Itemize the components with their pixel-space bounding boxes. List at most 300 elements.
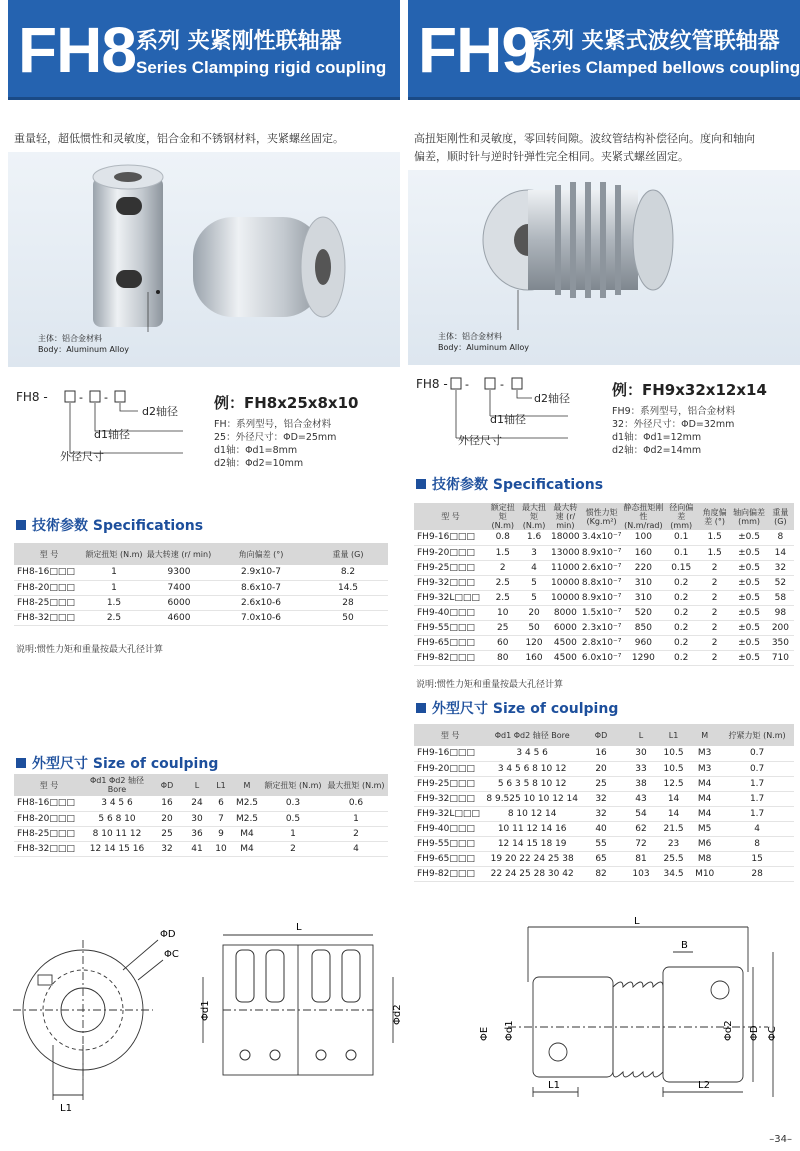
table-cell: 0.7	[720, 761, 794, 776]
table-cell: 8	[767, 530, 794, 545]
fh8-desc-line: 25：外径尺寸：ΦD=25mm	[214, 432, 337, 443]
table-cell: 3 4 5 6 8 10 12	[486, 761, 578, 776]
fh9-body-cn: 主体：铝合金材料	[438, 332, 502, 341]
table-cell: M4	[689, 791, 720, 806]
fh8-d2-label: d2轴径	[142, 405, 178, 418]
table-cell: 4	[518, 560, 549, 575]
fh9-desc-line: d2轴：Φd2=14mm	[612, 445, 702, 456]
table-cell: 32	[767, 560, 794, 575]
table-cell: ±0.5	[731, 560, 766, 575]
table-cell: 25	[150, 826, 184, 841]
fh9-body-en: Body：Aluminum Alloy	[438, 343, 529, 352]
table-cell: 25.5	[658, 851, 689, 866]
fh9-photo	[408, 170, 800, 365]
table-cell: 350	[767, 635, 794, 650]
table-cell: 0.5	[262, 811, 324, 826]
table-header: 最大转速 (r/ min)	[550, 503, 581, 530]
table-row	[414, 746, 794, 761]
table-header: 额定扭矩 (N.m)	[84, 543, 144, 565]
table-row	[414, 776, 794, 791]
table-cell: 5	[518, 590, 549, 605]
table-cell: 6.0x10⁻⁷	[581, 650, 622, 665]
table-cell: 10 11 12 14 16	[486, 821, 578, 836]
table-cell: 19 20 22 24 25 38	[486, 851, 578, 866]
table-cell: FH9-20□□□	[414, 545, 487, 560]
table-cell: 1.5x10⁻⁷	[581, 605, 622, 620]
table-cell: 4	[324, 841, 388, 856]
dim-label-c: ΦC	[767, 1026, 778, 1041]
fh9-spec-title	[416, 474, 603, 494]
table-cell: FH9-25□□□	[414, 776, 486, 791]
table-cell: FH9-32L□□□	[414, 806, 486, 821]
table-cell: 58	[767, 590, 794, 605]
fh8-model-diagram	[8, 385, 208, 465]
table-cell: 81	[624, 851, 658, 866]
table-cell: 82	[578, 866, 624, 881]
table-cell: 2	[698, 590, 731, 605]
fh9-desc-line: FH9：系列型号，铝合金材料	[612, 406, 736, 417]
table-cell: ±0.5	[731, 635, 766, 650]
table-cell: 1	[262, 826, 324, 841]
dim-label-l: L	[634, 916, 640, 927]
table-header: 径向偏差 (mm)	[665, 503, 698, 530]
table-cell: 12 14 15 18 19	[486, 836, 578, 851]
table-cell: M6	[689, 836, 720, 851]
table-cell: 2	[698, 635, 731, 650]
table-header: 角向偏差 (°)	[214, 543, 308, 565]
table-cell: 72	[624, 836, 658, 851]
table-cell: 2	[487, 560, 518, 575]
table-cell: FH8-16□□□	[14, 796, 84, 811]
table-cell: 36	[184, 826, 210, 841]
fh8-column	[8, 0, 403, 1114]
table-cell: FH8-32□□□	[14, 610, 84, 625]
table-row	[414, 851, 794, 866]
table-cell: 28	[308, 595, 388, 610]
table-cell: 16	[150, 796, 184, 811]
table-cell: 43	[624, 791, 658, 806]
table-cell: FH9-25□□□	[414, 560, 487, 575]
table-header: M	[689, 724, 720, 746]
table-cell: 28	[720, 866, 794, 881]
table-cell: 7400	[144, 580, 214, 595]
table-cell: 52	[767, 575, 794, 590]
fh9-title-cn: 系列 夹紧式波纹管联轴器	[530, 29, 780, 54]
table-row	[14, 841, 388, 856]
svg-text:-: -	[465, 378, 469, 391]
table-cell: 0.2	[665, 620, 698, 635]
table-header: 轴向偏差 (mm)	[731, 503, 766, 530]
fh8-body-cn: 主体：铝合金材料	[38, 334, 102, 343]
table-cell: 1	[324, 811, 388, 826]
table-cell: 1.5	[698, 530, 731, 545]
table-cell: 0.3	[262, 796, 324, 811]
table-cell: 0.6	[324, 796, 388, 811]
table-cell: 12 14 15 16	[84, 841, 150, 856]
fh8-desc-line: FH：系列型号，铝合金材料	[214, 419, 332, 430]
table-cell: 13000	[550, 545, 581, 560]
table-header: 额定扭矩 (N.m)	[262, 774, 324, 796]
dim-label-d1: Φd1	[504, 1020, 515, 1041]
fh9-example: 例：FH9x32x12x14	[612, 381, 767, 399]
table-cell: FH9-32L□□□	[414, 590, 487, 605]
table-row	[14, 826, 388, 841]
table-cell: 1	[84, 565, 144, 580]
table-cell: 0.1	[665, 530, 698, 545]
dim-label-l1: L1	[548, 1080, 560, 1091]
table-cell: 1.5	[698, 545, 731, 560]
table-cell: 32	[150, 841, 184, 856]
table-cell: M10	[689, 866, 720, 881]
table-cell: 0.7	[720, 746, 794, 761]
table-cell: 10	[210, 841, 232, 856]
table-cell: FH8-32□□□	[14, 841, 84, 856]
table-header: ΦD	[578, 724, 624, 746]
table-cell: FH9-20□□□	[414, 761, 486, 776]
table-cell: 2	[698, 575, 731, 590]
fh8-size-title	[16, 753, 218, 773]
table-row	[414, 635, 794, 650]
fh8-size-table	[14, 774, 388, 857]
fh9-intro: 高扭矩刚性和灵敏度，零回转间隙。波纹管结构补偿径向。度向和轴向偏差，顺时针与逆时针弹性完全相同。夹紧式螺丝固定。	[414, 132, 755, 163]
table-cell: 9	[210, 826, 232, 841]
table-header: Φd1 Φd2 轴径 Bore	[84, 774, 150, 796]
table-cell: 8.9x10⁻⁷	[581, 590, 622, 605]
table-cell: M4	[689, 776, 720, 791]
fh9-dimension-drawing	[448, 912, 788, 1102]
dim-label-l: L	[296, 922, 302, 933]
table-header: 型 号	[414, 503, 487, 530]
table-cell: 1.7	[720, 776, 794, 791]
table-cell: 6000	[550, 620, 581, 635]
table-cell: 15	[720, 851, 794, 866]
table-cell: 25	[578, 776, 624, 791]
table-cell: 30	[184, 811, 210, 826]
table-header: 型 号	[14, 543, 84, 565]
dim-label-l1: L1	[60, 1103, 72, 1114]
table-row	[414, 530, 794, 545]
table-cell: FH9-65□□□	[414, 851, 486, 866]
table-cell: 100	[622, 530, 664, 545]
dim-label-d: ΦD	[160, 929, 176, 940]
table-cell: 5 6 3 5 8 10 12	[486, 776, 578, 791]
table-cell: 2.8x10⁻⁷	[581, 635, 622, 650]
table-cell: 8	[720, 836, 794, 851]
table-cell: 8.9x10⁻⁷	[581, 545, 622, 560]
table-header: L	[624, 724, 658, 746]
table-cell: FH8-20□□□	[14, 580, 84, 595]
table-cell: FH9-40□□□	[414, 821, 486, 836]
table-cell: 54	[624, 806, 658, 821]
fh8-title-en: Series Clamping rigid coupling	[136, 58, 387, 77]
table-row	[414, 650, 794, 665]
dim-label-e: ΦE	[479, 1026, 490, 1041]
table-cell: 0.2	[665, 650, 698, 665]
table-row	[414, 791, 794, 806]
table-header: 重量 (G)	[308, 543, 388, 565]
fh9-model-prefix: FH8 -	[416, 377, 448, 391]
table-cell: 10.5	[658, 746, 689, 761]
table-cell: 50	[308, 610, 388, 625]
fh9-desc	[612, 405, 735, 457]
table-cell: M3	[689, 761, 720, 776]
table-header: 最大扭矩 (N.m)	[324, 774, 388, 796]
table-cell: FH9-32□□□	[414, 575, 487, 590]
table-cell: 24	[184, 796, 210, 811]
fh8-code: FH8	[18, 14, 136, 86]
square-icon	[416, 479, 426, 489]
table-cell: 22 24 25 28 30 42	[486, 866, 578, 881]
table-cell: 98	[767, 605, 794, 620]
fh8-intro: 重量轻，超低惯性和灵敏度，铝合金和不锈钢材料，夹紧螺丝固定。	[14, 132, 344, 145]
table-cell: 8 10 11 12	[84, 826, 150, 841]
dim-label-d2: Φd2	[723, 1020, 734, 1041]
table-cell: 1.5	[487, 545, 518, 560]
table-cell: ±0.5	[731, 605, 766, 620]
fh9-d1-label: d1轴径	[490, 413, 526, 426]
fh8-example: 例：FH8x25x8x10	[214, 394, 359, 412]
table-row	[14, 796, 388, 811]
table-cell: M8	[689, 851, 720, 866]
table-header: Φd1 Φd2 轴径 Bore	[486, 724, 578, 746]
table-cell: 220	[622, 560, 664, 575]
table-cell: 8000	[550, 605, 581, 620]
table-cell: 12.5	[658, 776, 689, 791]
fh9-spec-title-text: 技術参数 Specifications	[432, 477, 604, 493]
table-cell: 8.2	[308, 565, 388, 580]
table-cell: 80	[487, 650, 518, 665]
table-header: ΦD	[150, 774, 184, 796]
fh8-banner	[8, 0, 400, 100]
table-cell: 0.8	[487, 530, 518, 545]
table-cell: 310	[622, 590, 664, 605]
dim-label-dd: ΦD	[749, 1025, 760, 1041]
table-cell: 2	[698, 605, 731, 620]
table-cell: 2.6x10⁻⁷	[581, 560, 622, 575]
table-cell: 14.5	[308, 580, 388, 595]
table-row	[14, 595, 388, 610]
table-cell: 32	[578, 791, 624, 806]
table-cell: 2.5	[84, 610, 144, 625]
table-cell: FH9-40□□□	[414, 605, 487, 620]
table-cell: 960	[622, 635, 664, 650]
table-cell: 20	[518, 605, 549, 620]
table-cell: 14	[767, 545, 794, 560]
table-cell: 2	[698, 560, 731, 575]
svg-text:-: -	[500, 378, 504, 391]
table-cell: 8 9.525 10 10 12 14	[486, 791, 578, 806]
table-cell: 11000	[550, 560, 581, 575]
table-cell: ±0.5	[731, 575, 766, 590]
table-row	[14, 811, 388, 826]
fh8-desc-line: d2轴：Φd2=10mm	[214, 458, 304, 469]
table-cell: ±0.5	[731, 590, 766, 605]
table-cell: 160	[518, 650, 549, 665]
table-cell: FH8-20□□□	[14, 811, 84, 826]
square-icon	[16, 520, 26, 530]
table-cell: 2.6x10-6	[214, 595, 308, 610]
table-cell: 40	[578, 821, 624, 836]
fh8-desc-line: d1轴：Φd1=8mm	[214, 445, 298, 456]
table-cell: FH9-16□□□	[414, 530, 487, 545]
table-cell: 65	[578, 851, 624, 866]
dim-label-c: ΦC	[164, 949, 179, 960]
dim-label-l2: L2	[698, 1080, 710, 1091]
table-cell: FH9-55□□□	[414, 620, 487, 635]
table-header: 静态扭矩刚性 (N.m/rad)	[623, 503, 664, 530]
table-cell: 14	[658, 791, 689, 806]
table-cell: 16	[578, 746, 624, 761]
table-cell: 2.3x10⁻⁷	[581, 620, 622, 635]
table-cell: 850	[622, 620, 664, 635]
table-cell: 41	[184, 841, 210, 856]
table-row	[414, 620, 794, 635]
table-row	[414, 806, 794, 821]
table-cell: ±0.5	[731, 650, 766, 665]
table-cell: 55	[578, 836, 624, 851]
table-cell: 0.2	[665, 605, 698, 620]
table-header: 角度偏差 (°)	[698, 503, 731, 530]
table-cell: 10	[487, 605, 518, 620]
table-cell: 0.1	[665, 545, 698, 560]
table-cell: 38	[624, 776, 658, 791]
table-cell: 0.15	[665, 560, 698, 575]
table-cell: 2.9x10-7	[214, 565, 308, 580]
fh8-body-en: Body：Aluminum Alloy	[38, 345, 129, 354]
table-header: 型 号	[14, 774, 84, 796]
table-cell: 2	[324, 826, 388, 841]
table-cell: M4	[232, 841, 262, 856]
fh8-body-label	[38, 333, 129, 355]
fh9-desc-line: d1轴：Φd1=12mm	[612, 432, 702, 443]
table-cell: 10000	[550, 575, 581, 590]
table-cell: 4	[720, 821, 794, 836]
table-row	[414, 590, 794, 605]
table-cell: 20	[150, 811, 184, 826]
table-cell: 9300	[144, 565, 214, 580]
svg-text:-: -	[104, 391, 108, 404]
fh9-size-title-text: 外型尺寸 Size of coulping	[432, 701, 619, 717]
table-cell: 25	[487, 620, 518, 635]
table-cell: 33	[624, 761, 658, 776]
table-cell: 4500	[550, 650, 581, 665]
table-cell: 3	[518, 545, 549, 560]
fh8-dimension-drawing	[8, 915, 403, 1115]
table-cell: 20	[578, 761, 624, 776]
table-cell: 0.2	[665, 590, 698, 605]
table-cell: 30	[624, 746, 658, 761]
table-cell: 6	[210, 796, 232, 811]
fh9-column	[408, 0, 800, 1091]
table-cell: 10.5	[658, 761, 689, 776]
fh8-spec-note: 说明:惯性力矩和重量按最大孔径计算	[16, 645, 164, 655]
table-row	[14, 610, 388, 625]
table-cell: M2.5	[232, 796, 262, 811]
table-cell: FH8-25□□□	[14, 595, 84, 610]
table-cell: 62	[624, 821, 658, 836]
fh8-desc	[214, 418, 336, 470]
table-header: L1	[658, 724, 689, 746]
table-cell: 1.7	[720, 806, 794, 821]
dim-label-d2: Φd2	[392, 1004, 403, 1025]
table-header: L	[184, 774, 210, 796]
table-cell: ±0.5	[731, 530, 766, 545]
svg-text:-: -	[79, 391, 83, 404]
fh8-spec-title-text: 技術参数 Specifications	[32, 518, 204, 534]
table-cell: 7	[210, 811, 232, 826]
table-cell: M5	[689, 821, 720, 836]
fh8-d1-label: d1轴径	[94, 428, 130, 441]
fh9-size-table	[414, 724, 794, 882]
table-header: 拧紧力矩 (N.m)	[720, 724, 794, 746]
table-cell: FH9-82□□□	[414, 866, 486, 881]
table-cell: 1.5	[84, 595, 144, 610]
table-cell: 3 4 5 6	[84, 796, 150, 811]
table-header: L1	[210, 774, 232, 796]
table-row	[414, 575, 794, 590]
table-cell: 2.5	[487, 590, 518, 605]
table-cell: 200	[767, 620, 794, 635]
table-cell: 2	[698, 620, 731, 635]
table-row	[414, 560, 794, 575]
page-number: –34–	[769, 1134, 792, 1145]
table-row	[14, 580, 388, 595]
fh9-od-label: 外径尺寸	[458, 434, 502, 447]
fh9-size-title	[416, 698, 618, 718]
table-cell: FH9-82□□□	[414, 650, 487, 665]
table-cell: 3 4 5 6	[486, 746, 578, 761]
table-cell: 120	[518, 635, 549, 650]
fh9-spec-note: 说明:惯性力矩和重量按最大孔径计算	[416, 680, 564, 690]
table-cell: 1	[84, 580, 144, 595]
table-row	[414, 545, 794, 560]
table-cell: ±0.5	[731, 545, 766, 560]
table-cell: 5 6 8 10	[84, 811, 150, 826]
table-cell: 710	[767, 650, 794, 665]
fh9-spec-table	[414, 503, 794, 666]
table-cell: 5	[518, 575, 549, 590]
table-cell: 2.5	[487, 575, 518, 590]
table-cell: 1.7	[720, 791, 794, 806]
table-header: 惯性力矩 (Kg.m²)	[581, 503, 622, 530]
table-cell: 2	[262, 841, 324, 856]
table-cell: 4600	[144, 610, 214, 625]
table-row	[14, 565, 388, 580]
square-icon	[416, 703, 426, 713]
table-header: 最大扭矩 (N.m)	[518, 503, 549, 530]
table-cell: M4	[689, 806, 720, 821]
square-icon	[16, 758, 26, 768]
table-header: 最大转速 (r/ min)	[144, 543, 214, 565]
table-row	[414, 605, 794, 620]
fh8-model-prefix: FH8 -	[16, 390, 48, 404]
fh9-title-en: Series Clamped bellows coupling	[530, 58, 800, 77]
table-cell: ±0.5	[731, 620, 766, 635]
table-cell: 1290	[622, 650, 664, 665]
table-cell: 0.2	[665, 635, 698, 650]
fh9-banner	[408, 0, 800, 100]
fh8-spec-table	[14, 543, 388, 626]
table-cell: 18000	[550, 530, 581, 545]
table-cell: M2.5	[232, 811, 262, 826]
table-cell: 7.0x10-6	[214, 610, 308, 625]
table-cell: 1.6	[518, 530, 549, 545]
table-cell: 23	[658, 836, 689, 851]
table-row	[414, 761, 794, 776]
table-cell: FH8-25□□□	[14, 826, 84, 841]
table-cell: 103	[624, 866, 658, 881]
dim-label-d1: Φd1	[200, 1000, 211, 1021]
